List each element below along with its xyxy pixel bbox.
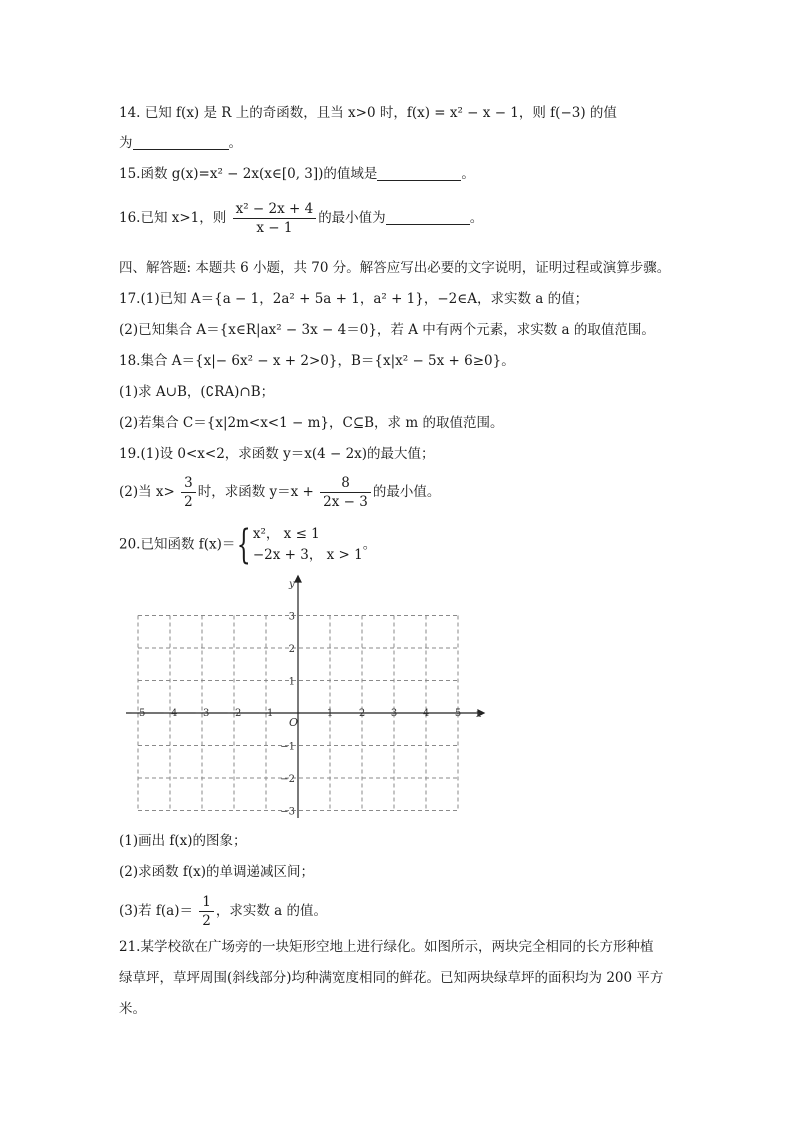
q14-answer-prefix: 为 — [119, 135, 133, 151]
q17-part1-text: 17.(1)已知 A＝{a − 1，2a² + 5a + 1，a² + 1}，−2∈A，求实数 a 的值； — [119, 291, 589, 307]
y-tick-label: 3 — [288, 611, 295, 623]
y-tick-label: −2 — [280, 774, 295, 785]
q20-part3-num: 1 — [199, 893, 214, 912]
q14-line1 — [119, 103, 617, 123]
q20-case-1: x²， x ≤ 1 — [252, 526, 320, 542]
q20-suffix: 。 — [362, 536, 377, 553]
q20-part1 — [119, 831, 247, 851]
q14-line2 — [119, 133, 242, 153]
q20-part3-fraction — [199, 893, 214, 930]
q16-prefix: 16.已知 x>1，则 — [119, 210, 227, 226]
q16-line — [119, 200, 483, 237]
y-tick-label: 2 — [288, 644, 295, 655]
q19-part2-prefix: (2)当 x> — [119, 484, 175, 500]
q18-part1 — [119, 382, 274, 402]
x-tick-label: 2 — [358, 708, 366, 719]
q20-cases — [253, 524, 363, 566]
q20-case-2: −2x + 3， x > 1 — [252, 547, 363, 563]
q20-part3 — [119, 893, 327, 930]
y-tick-labels — [280, 612, 295, 818]
q14-answer-suffix: 。 — [228, 135, 242, 151]
x-tick-label: −3 — [194, 708, 210, 719]
q19-fraction-2-den: 2x − 3 — [323, 494, 368, 510]
q14-text: 14. 已知 f(x) 是 R 上的奇函数，且当 x>0 时，f(x) = x² − x − 1，则 f(−3) 的值 — [119, 105, 617, 121]
q20-part2-text: (2)求函数 f(x)的单调递减区间； — [119, 864, 315, 880]
x-tick-label: 5 — [454, 708, 462, 719]
q19-part2-suffix: 的最小值。 — [372, 484, 441, 500]
section-4-text: 四、解答题: 本题共 6 小题，共 70 分。解答应写出必要的文字说明，证明过程或演算步骤。 — [119, 260, 671, 276]
q16-answer-blank — [386, 224, 470, 225]
q19-fraction-1 — [181, 474, 196, 511]
q18-stem — [119, 351, 515, 371]
axes — [126, 576, 484, 818]
q19-part1 — [119, 444, 435, 464]
q18-part2 — [119, 413, 503, 433]
q15-line — [119, 164, 475, 184]
q18-part1-text: (1)求 A∪B，(∁RA)∩B； — [119, 384, 275, 400]
q20-stem — [119, 524, 376, 566]
q17-part1 — [119, 289, 588, 309]
x-tick-label: −5 — [130, 708, 146, 719]
q21-line1-text: 21.某学校欲在广场旁的一块矩形空地上进行绿化。如图所示，两块完全相同的长方形种植 — [119, 939, 654, 955]
q15-suffix: 。 — [461, 166, 475, 182]
q19-part2 — [119, 474, 440, 511]
q16-suffix: 。 — [469, 210, 484, 226]
q21-line1 — [119, 937, 653, 957]
q19-fraction-1-den: 2 — [184, 494, 193, 510]
q16-denominator: x − 1 — [256, 220, 293, 236]
q20-prefix: 20.已知函数 f(x)＝ — [119, 536, 236, 553]
q17-part2 — [119, 320, 655, 340]
q21-line2-text: 绿草坪，草坪周围(斜线部分)均种满宽度相同的鲜花。已知两块绿草坪的面积均为 200 平方 — [119, 970, 664, 986]
x-tick-label: −4 — [162, 708, 178, 719]
x-axis-label: x — [476, 709, 482, 720]
x-tick-label: 4 — [422, 708, 430, 719]
q19-fraction-2 — [320, 474, 371, 511]
q19-fraction-1-num: 3 — [181, 474, 196, 493]
q15-text: 15.函数 g(x)=x² − 2x(x∈[0, 3])的值域是 — [119, 166, 378, 182]
coordinate-grid-figure — [118, 574, 490, 820]
q21-line2 — [119, 968, 663, 988]
y-axis-arrow — [295, 576, 301, 582]
q19-part2-mid: 时，求函数 y＝x + — [197, 484, 314, 500]
q20-part2 — [119, 862, 314, 882]
x-tick-label: 3 — [390, 708, 398, 719]
section-4-heading — [119, 258, 670, 278]
x-tick-label: −1 — [258, 708, 274, 719]
q16-middle: 的最小值为 — [318, 210, 386, 226]
x-tick-label: 1 — [326, 708, 334, 719]
q14-answer-blank — [133, 149, 229, 150]
y-tick-label: 1 — [288, 676, 295, 688]
q16-numerator: x² − 2x + 4 — [233, 200, 317, 219]
q16-fraction — [233, 200, 317, 237]
q20-part3-suffix: ，求实数 a 的值。 — [215, 903, 328, 919]
q19-part1-text: 19.(1)设 0<x<2，求函数 y＝x(4 − 2x)的最大值； — [119, 446, 435, 462]
y-axis-label: y — [289, 579, 295, 590]
x-tick-label: −2 — [226, 708, 242, 719]
q17-part2-text: (2)已知集合 A＝{x∈R|ax² − 3x − 4＝0}，若 A 中有两个元素，求实数 a 的取值范围。 — [119, 322, 655, 338]
y-tick-label: −1 — [280, 741, 295, 753]
q18-part2-text: (2)若集合 C＝{x|2m<x<1 − m}，C⊆B，求 m 的取值范围。 — [119, 415, 504, 431]
origin-label: O — [289, 716, 299, 729]
piecewise-brace: { — [237, 522, 252, 568]
q21-line3 — [119, 999, 146, 1019]
q19-fraction-2-num: 8 — [320, 474, 371, 493]
q20-part3-den: 2 — [202, 913, 211, 929]
q20-part3-prefix: (3)若 f(a)＝ — [119, 903, 193, 919]
y-tick-label: −3 — [280, 806, 295, 818]
q15-answer-blank — [377, 180, 461, 181]
q21-line3-text: 米。 — [119, 1001, 146, 1017]
q20-part1-text: (1)画出 f(x)的图象； — [119, 833, 247, 849]
q18-stem-text: 18.集合 A＝{x|− 6x² − x + 2>0}，B＝{x|x² − 5x + 6≥0}。 — [119, 353, 515, 369]
